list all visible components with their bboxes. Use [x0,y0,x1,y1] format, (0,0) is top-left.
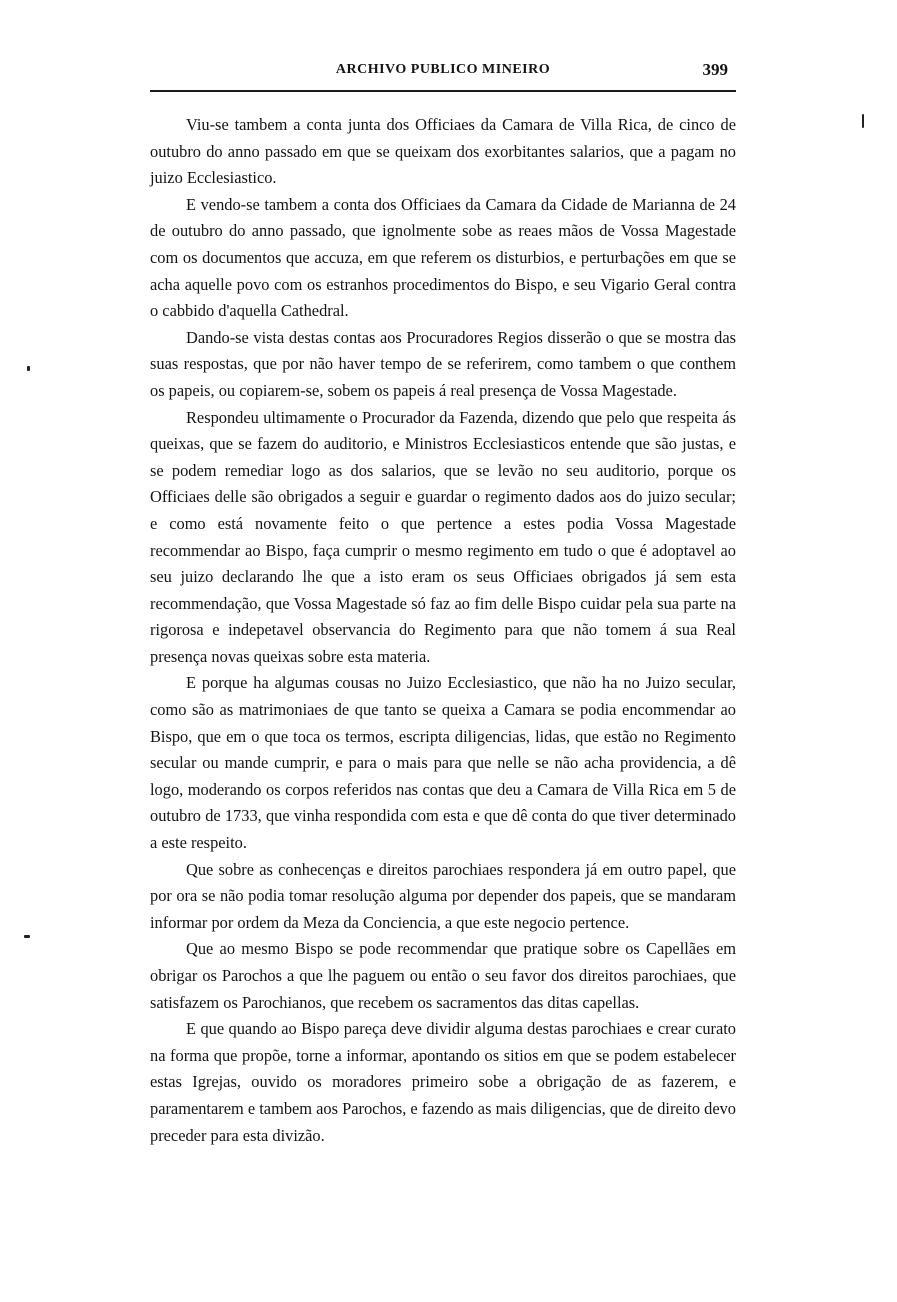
scan-speck [27,366,30,371]
scan-speck [862,114,864,128]
paragraph: E vendo-se tambem a conta dos Officiaes da Camara da Cidade de Marianna de 24 de outubro do anno passado, que ignolmente sobe as reaes mãos de Vossa Magestade com os documentos que accuza, em que referem os disturbios, e perturbações em que se acha aquelle povo com os estranhos procedimentos do Bispo, e seu Vigario Geral contra o cabbido d'aquella Cathedral. [150,194,736,321]
page-number: 399 [702,60,728,79]
paragraph: E porque ha algumas cousas no Juizo Ecclesiastico, que não ha no Juizo secular, como são as matrimoniaes de que tanto se queixa a Camara se podia encommendar ao Bispo, que em o que toca os termos, escripta diligencias, lidas, que estão no Regimento secular ou mande cumprir, e para o mais para que nelle se não acha providencia, a dê logo, moderando os corpos referidos nas contas que deu a Camara de Villa Rica em 5 de outubro de 1733, que vinha respondida com esta e que dê conta do que tiver determinado a este respeito. [150,673,736,853]
paragraph: Dando-se vista destas contas aos Procuradores Regios disserão o que se mostra das suas respostas, que por não haver tempo de se referirem, como tambem o que conthem os papeis, ou copiarem-se, sobem os papeis á real presença de Vossa Magestade. [150,327,736,400]
running-title: ARCHIVO PUBLICO MINEIRO [335,62,551,77]
body-text [150,112,736,1149]
paragraph: Viu-se tambem a conta junta dos Officiaes da Camara de Villa Rica, de cinco de outubro do anno passado em que se queixam dos exorbitantes salarios, que a pagam no juizo Ecclesiastico. [150,115,736,188]
scan-speck [24,935,30,938]
paragraph: Que ao mesmo Bispo se pode recommendar que pratique sobre os Capellães em obrigar os Parochos a que lhe paguem ou então o seu favor dos direitos parochiaes, que satisfazem os Parochianos, que recebem os sacramentos das ditas capellas. [150,939,736,1012]
paragraph: E que quando ao Bispo pareça deve dividir alguma destas parochiaes e crear curato na forma que propõe, torne a informar, apontando os sitios em que se podem estabelecer estas Igrejas, ouvido os moradores primeiro sobe a obrigação de as fazerem, e paramentarem e tambem aos Parochos, e fazendo as mais diligencias, que de direito devo preceder para esta divizão. [150,1019,736,1145]
paragraph: Que sobre as conhecenças e direitos parochiaes respondera já em outro papel, que por ora se não podia tomar resolução alguma por depender dos papeis, que se mandaram informar por ordem da Meza da Conciencia, a que este negocio pertence. [150,859,736,932]
paragraph: Respondeu ultimamente o Procurador da Fazenda, dizendo que pelo que respeita ás queixas, que se fazem do auditorio, e Ministros Ecclesiasticos entende que são justas, e se podem remediar logo as dos salarios, que se levão no seu auditorio, porque os Officiaes delle são obrigados a seguir e guardar o regimento dados aos do juizo secular; e como está novamente feito o que pertence a estes podia Vossa Magestade recommendar ao Bispo, faça cumprir o mesmo regimento em tudo o que é adoptavel ao seu juizo declarando lhe que a isto eram os seus Officiaes obrigados já sem esta recommendação, que Vossa Magestade só faz ao fim delle Bispo cuidar pela sua parte na rigorosa e indepetavel observancia do Regimento para que não tomem á sua Real presença novas queixas sobre esta materia. [150,407,736,666]
page-header [150,58,736,88]
header-rule [150,90,736,92]
